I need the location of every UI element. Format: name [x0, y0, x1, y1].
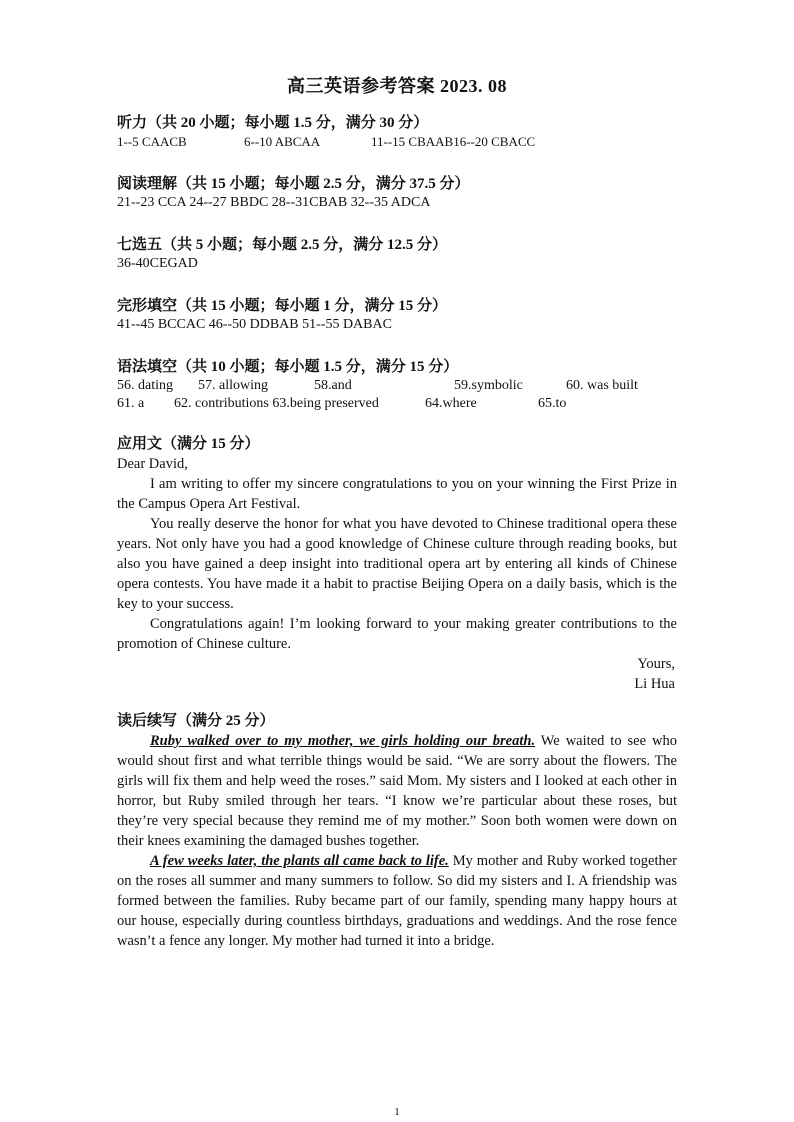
continuation-paragraph-2 — [117, 851, 677, 951]
continuation-body-1: We waited to see who would shout first and what terrible things would be said. “We are sorry about the flowers. The girls will fix them and help weed the roses.” said Mom. My sisters and I looked at each other in horror, but Ruby smiled through her tears. “I know we’re particular about these roses, but they’re very special because they remind me of my mother.” Soon both women were down on their knees examining the damaged bushes together. — [117, 733, 677, 849]
grammar-answer: 60. was built — [566, 378, 638, 393]
grammar-answers-row-1 — [117, 377, 677, 395]
letter-paragraph-1: I am writing to offer my sincere congratulations to you on your winning the First Prize in the Campus Opera Art Festival. — [117, 476, 677, 512]
grammar-heading: 语法填空（共 10 小题；每小题 1.5 分，满分 15 分） — [117, 359, 459, 375]
answer-content — [117, 113, 677, 951]
continuation-heading: 读后续写（满分 25 分） — [117, 713, 275, 729]
reading-answers: 21--23 CCA 24--27 BBDC 28--31CBAB 32--35 ADCA — [117, 195, 431, 210]
grammar-answer: 57. allowing — [198, 378, 268, 393]
continuation-body-2: My mother and Ruby worked together on the roses all summer and many summers to follow. So did my sisters and I. A friendship was formed between the families. Ruby became part of our family, spending many happy hours at our house, especially during countless birthdays, graduations and weddings. And the rose fence wasn’t a fence any longer. My mother had turned it into a bridge. — [117, 853, 677, 949]
letter-paragraph-3: Congratulations again! I’m looking forward to your making greater contributions to the promotion of Chinese culture. — [117, 616, 677, 652]
cloze-answers: 41--45 BCCAC 46--50 DDBAB 51--55 DABAC — [117, 317, 392, 332]
grammar-answer: 64.where — [425, 396, 477, 411]
reading-heading: 阅读理解（共 15 小题；每小题 2.5 分，满分 37.5 分） — [117, 176, 470, 192]
continuation-lead-sentence-2: A few weeks later, the plants all came back to life. — [150, 853, 449, 869]
grammar-answer: 56. dating — [117, 378, 173, 393]
grammar-answer: 61. a — [117, 396, 145, 411]
grammar-answers-row-2 — [117, 395, 677, 413]
seven-five-answers: 36-40CEGAD — [117, 256, 198, 271]
grammar-answer: 62. contributions 63.being preserved — [174, 396, 379, 411]
grammar-answer: 65.to — [538, 396, 567, 411]
letter-salutation: Dear David, — [117, 456, 188, 472]
continuation-paragraph-1 — [117, 731, 677, 851]
letter-paragraph-2: You really deserve the honor for what you have devoted to Chinese traditional opera these years. Not only have you had a good knowledge of Chinese culture through reading books, but also you have gained a deep insight into traditional opera art by entering all kinds of Chinese opera contests. You have made it a habit to practise Beijing Opera on a daily basis, which is the key to your success. — [117, 516, 677, 612]
letter-signature: Li Hua — [634, 676, 675, 692]
grammar-answer: 59.symbolic — [454, 378, 523, 393]
cloze-heading: 完形填空（共 15 小题；每小题 1 分，满分 15 分） — [117, 298, 448, 314]
seven-five-heading: 七选五（共 5 小题；每小题 2.5 分，满分 12.5 分） — [117, 237, 448, 253]
continuation-lead-sentence-1: Ruby walked over to my mother, we girls holding our breath. — [150, 733, 536, 749]
page-title: 高三英语参考答案 2023. 08 — [287, 76, 507, 96]
listening-answers — [117, 133, 677, 151]
listening-answer-11-20: 11--15 CBAAB16--20 CBACC — [371, 134, 536, 149]
page-number: 1 — [394, 1106, 400, 1118]
letter-closing: Yours, — [637, 656, 675, 672]
grammar-answer: 58.and — [314, 378, 352, 393]
listening-answer-6-10: 6--10 ABCAA — [244, 134, 321, 149]
writing-heading: 应用文（满分 15 分） — [117, 436, 260, 452]
listening-answer-1-5: 1--5 CAACB — [117, 134, 187, 149]
listening-heading: 听力（共 20 小题；每小题 1.5 分，满分 30 分） — [117, 115, 429, 131]
